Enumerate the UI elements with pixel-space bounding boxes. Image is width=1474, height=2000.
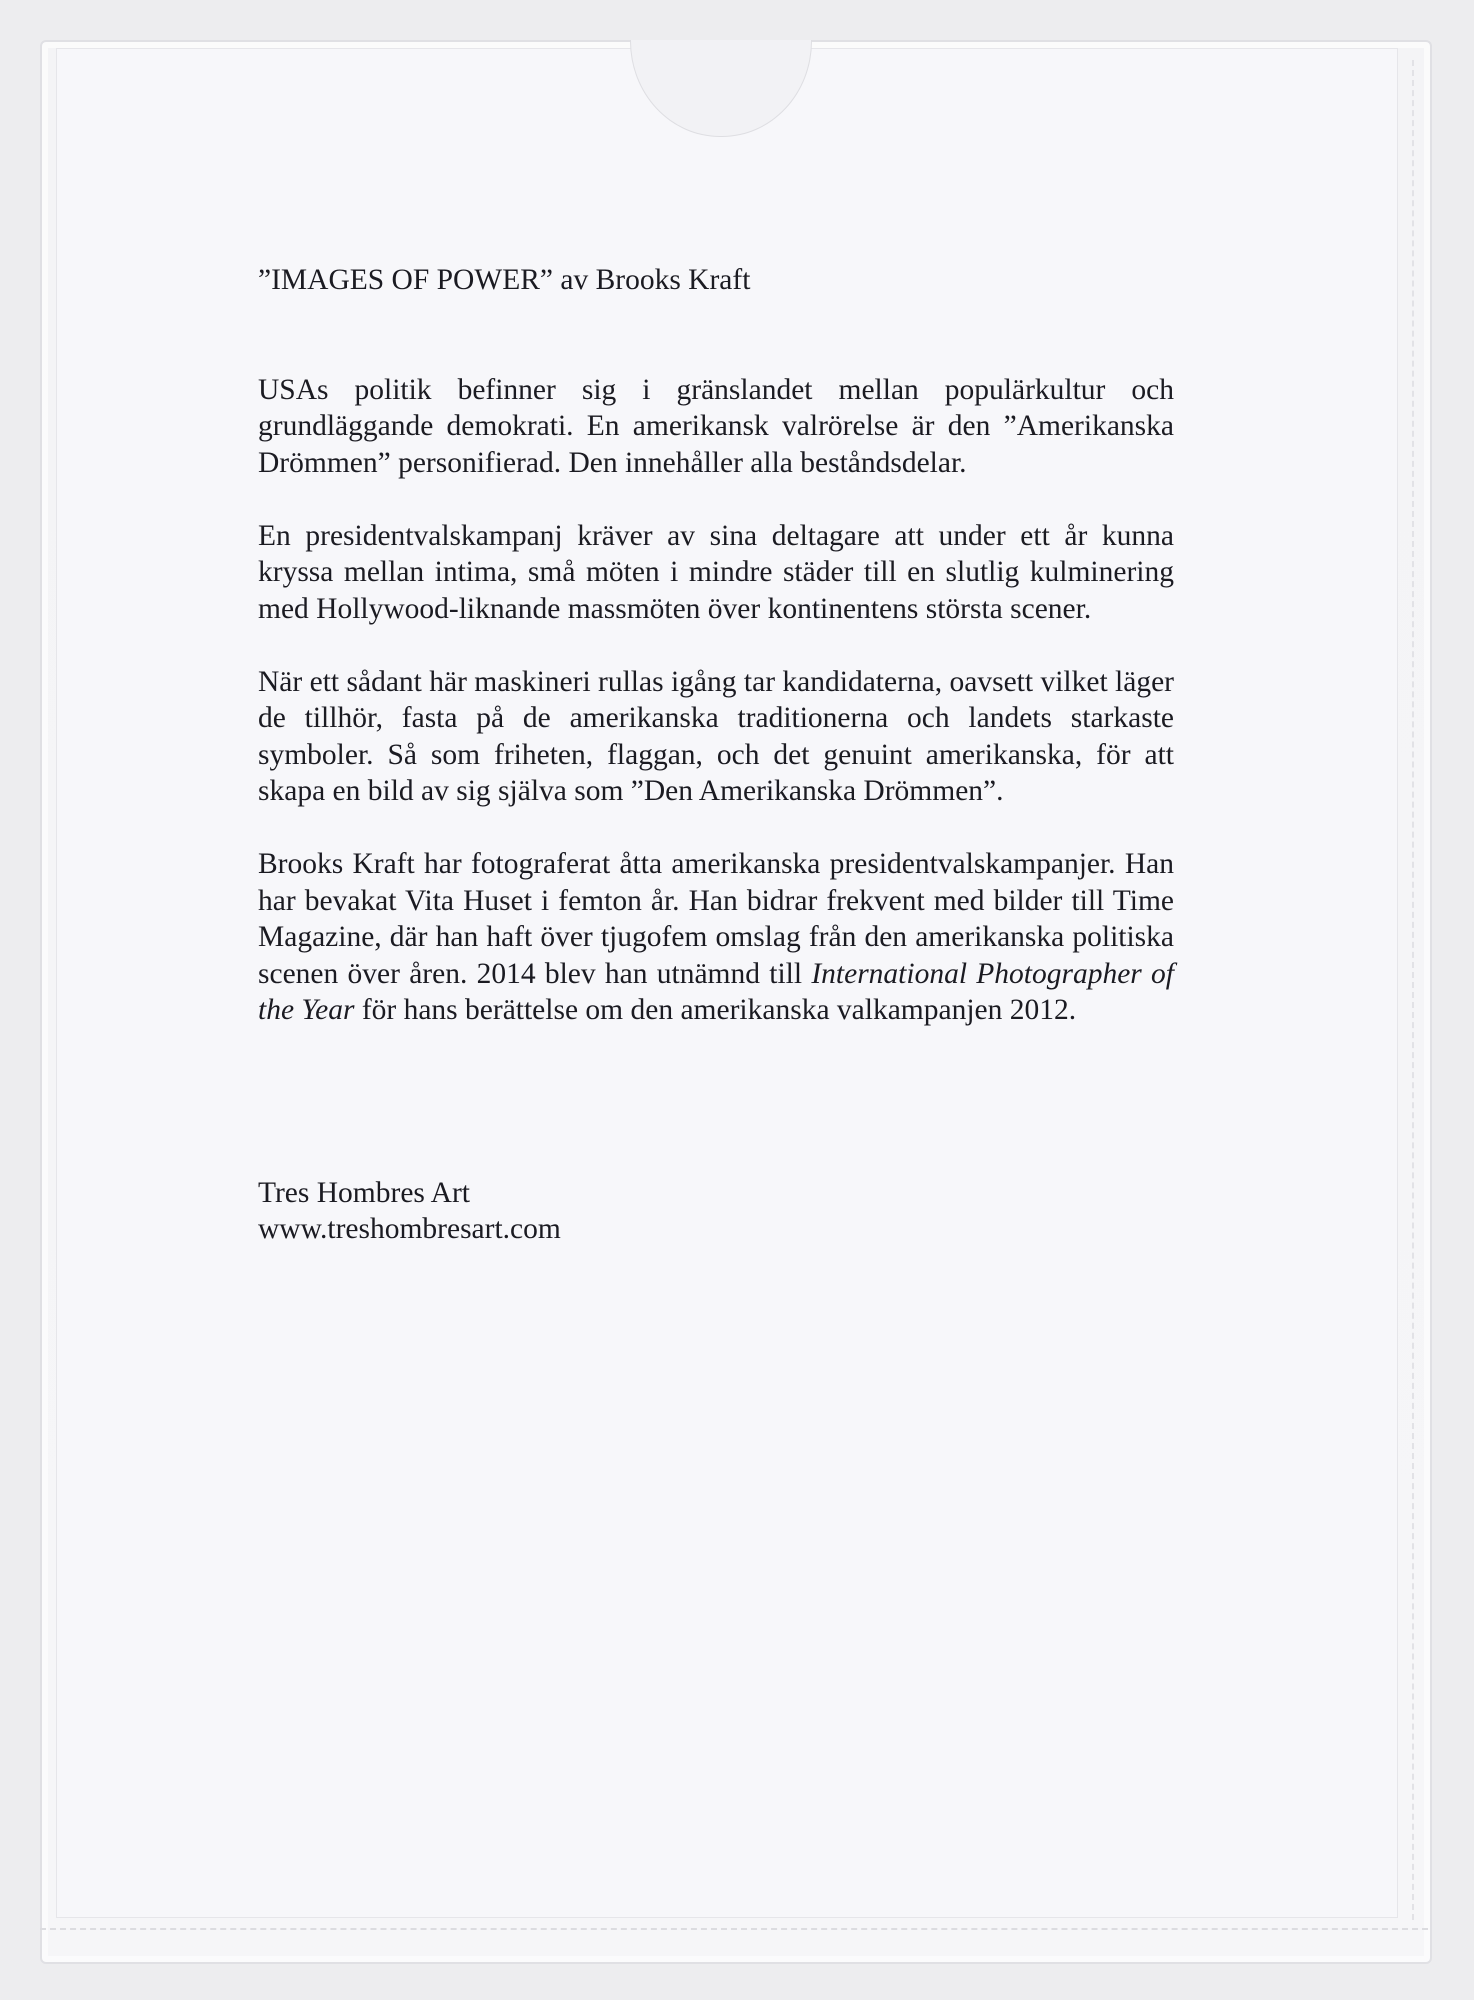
paragraph-3: När ett sådant här maskineri rullas igång tar kandidaterna, oavsett vilket läger de tillhör, fasta på de amerikanska traditionerna och landets starkaste symboler. Så som friheten, flaggan, och det genuint amerikanska, för att skapa en bild av sig själva som ”Den Amerikanska Drömmen”.	[258, 665, 1174, 807]
document-title: ”IMAGES OF POWER” av Brooks Kraft	[258, 264, 751, 296]
sleeve-seam-bottom	[40, 1928, 1428, 1960]
award-title: International Photographer of the Year	[258, 957, 1175, 1026]
paragraph-1: USAs politik befinner sig i gränslandet mellan populärkultur och grundläggande demokrati. En amerikansk valrörelse är den ”Amerikanska Drömmen” personifierad. Den innehåller alla beståndsdelar.	[258, 373, 1174, 479]
paragraph-2: En presidentvalskampanj kräver av sina deltagare att under ett år kunna kryssa mellan intima, små möten i mindre städer till en slutlig kulminering med Hollywood-liknande massmöten över kontinentens största scener.	[258, 519, 1174, 625]
document-text	[258, 262, 1174, 1248]
sleeve-seam-right	[1412, 60, 1426, 1920]
paragraph-4	[258, 846, 1174, 1029]
paragraph-4-text-before: Brooks Kraft har fotograferat åtta amerikanska presidentvalskampanjer. Han har bevakat Vita Huset i femton år. Han bidrar frekvent med bilder till Time Magazine, där han haft över tjugofem omslag från den amerikanska politiska scenen över åren. 2014 blev han utnämnd till	[258, 848, 1174, 990]
footer	[258, 1175, 1174, 1248]
company-website: www.treshombresart.com	[258, 1213, 561, 1245]
company-name: Tres Hombres Art	[258, 1176, 470, 1209]
paragraph-4-text-after: för hans berättelse om den amerikanska valkampanjen 2012.	[354, 994, 1077, 1026]
